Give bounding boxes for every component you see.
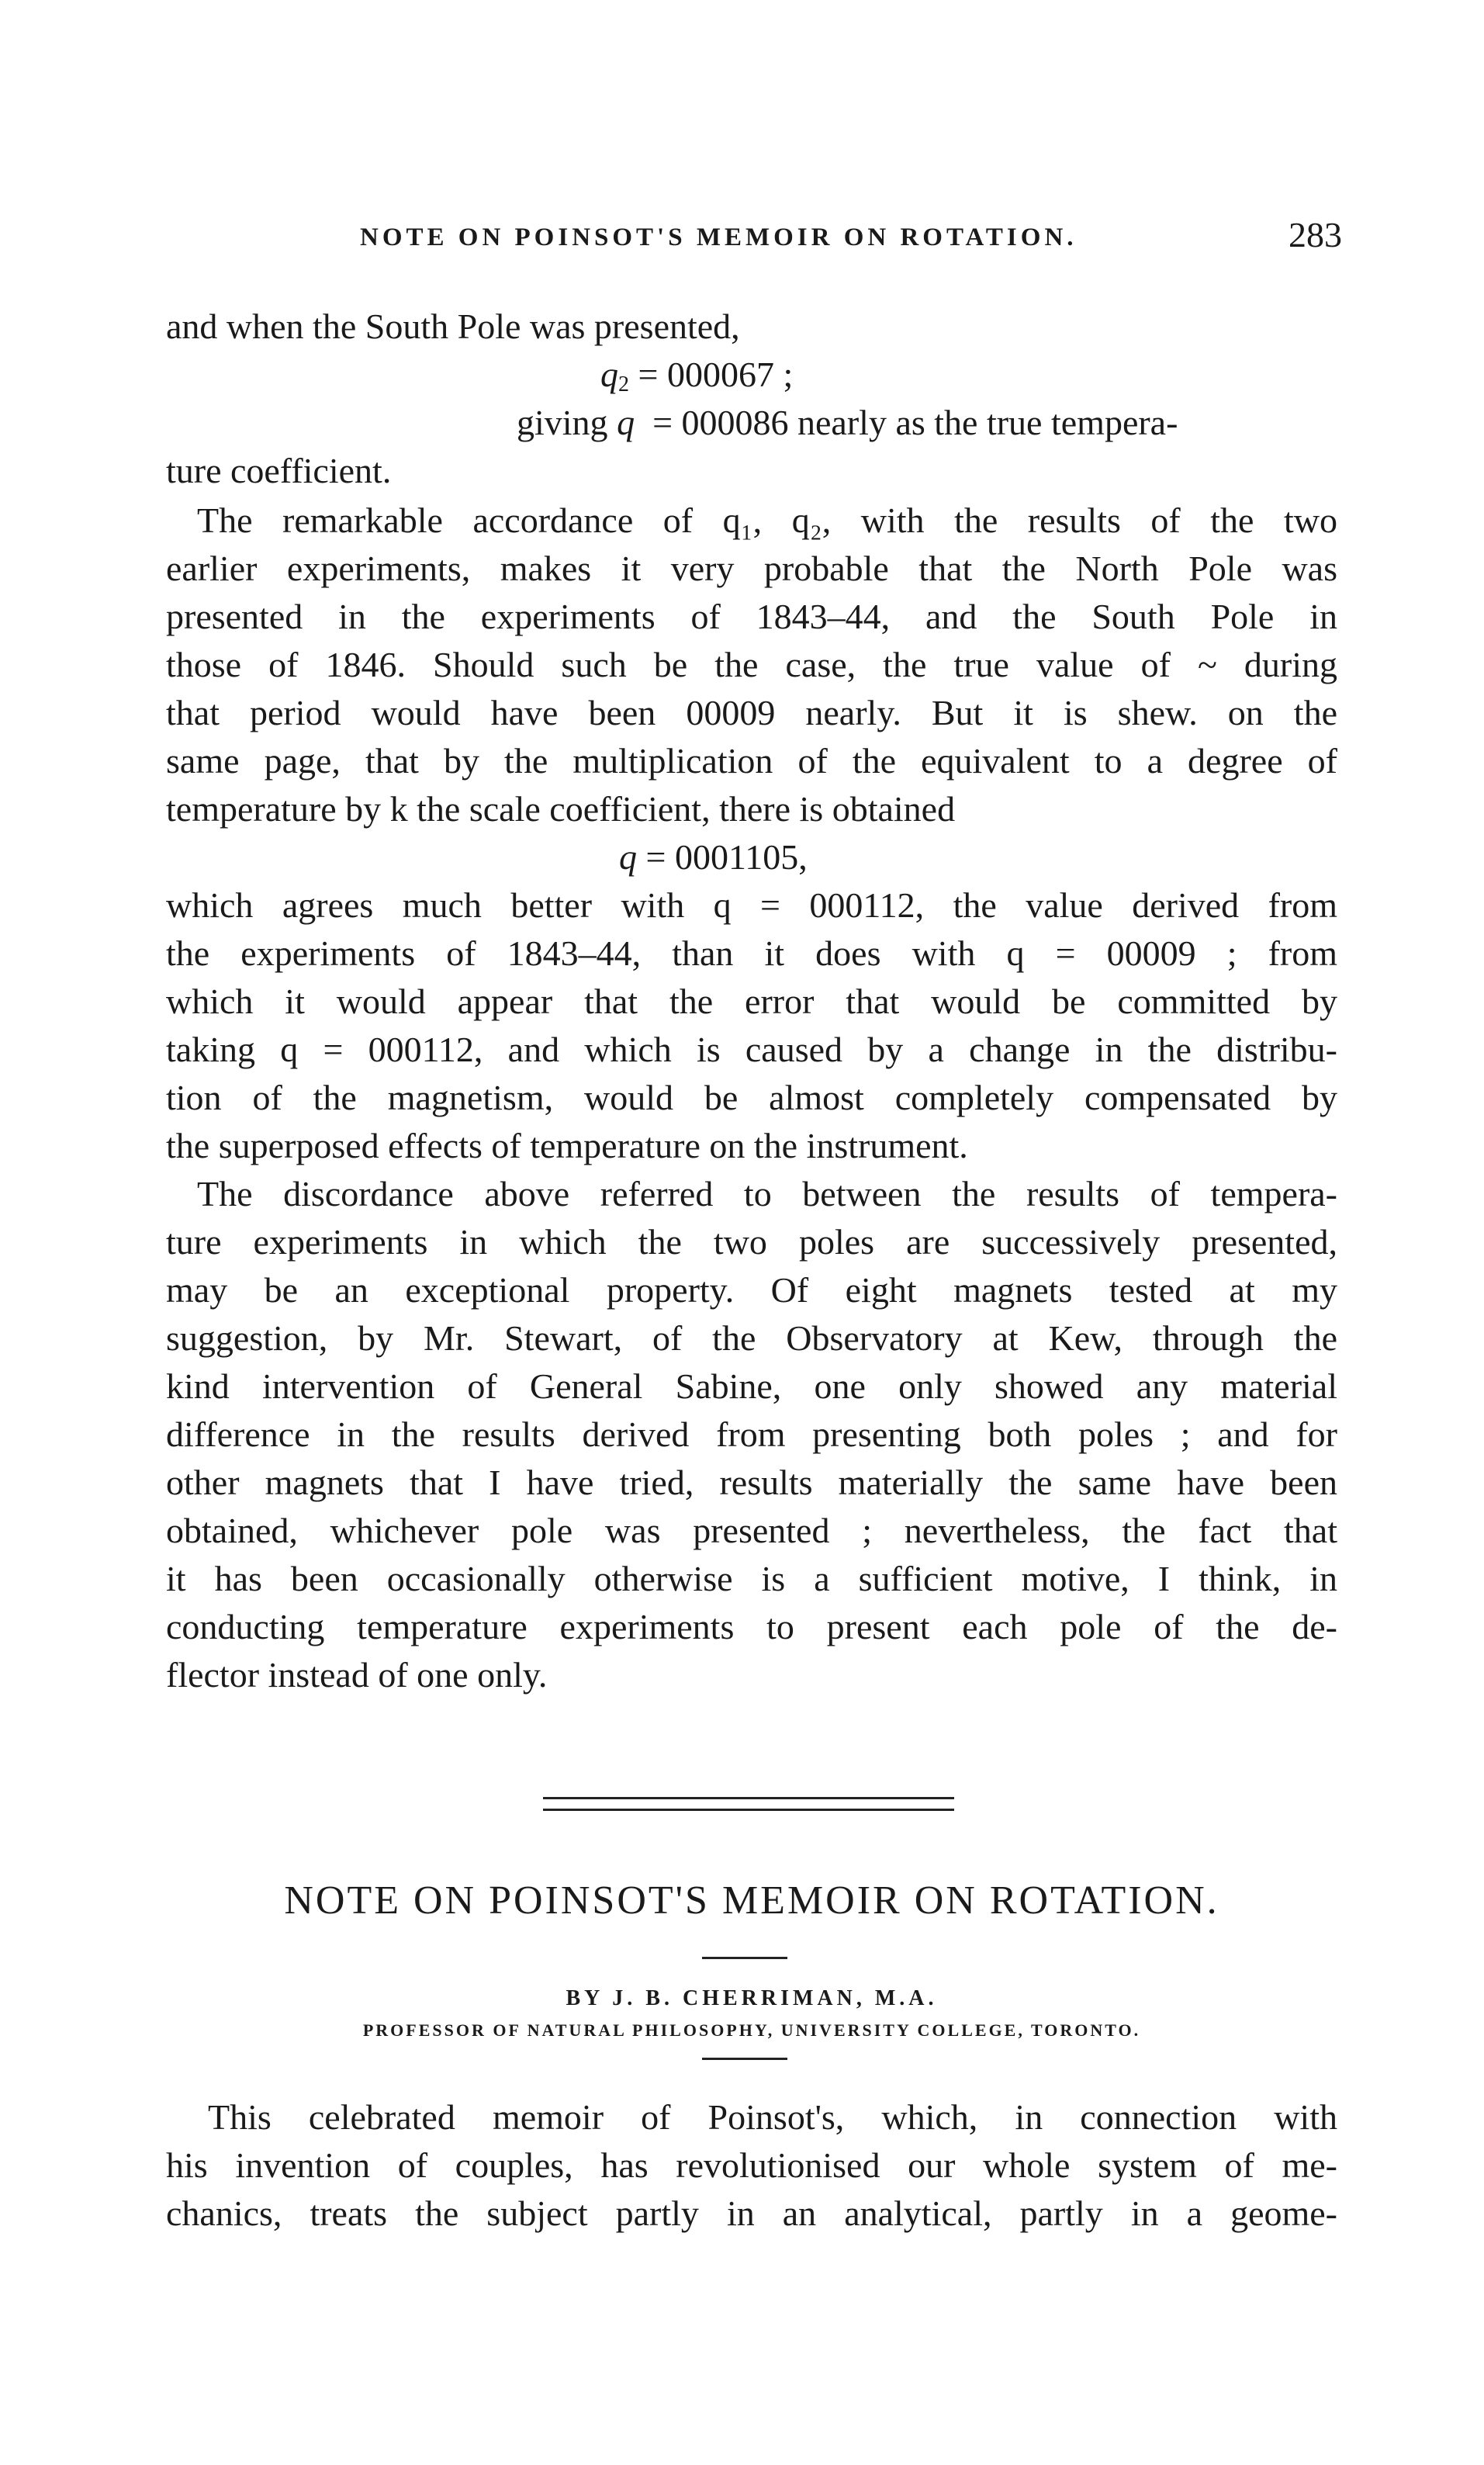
formula-subscript: 2: [618, 372, 629, 396]
formula-symbol: q: [619, 837, 637, 877]
text-line: tion of the magnetism, would be almost completely compensated by: [166, 1078, 1337, 1117]
byline-rule: [702, 2058, 787, 2060]
text-line: it has been occasionally otherwise is a sufficient motive, I think, in: [166, 1559, 1337, 1598]
text-line: suggestion, by Mr. Stewart, of the Observatory at Kew, through the: [166, 1318, 1337, 1358]
section-divider: [543, 1797, 954, 1811]
paragraph-accordance: [166, 497, 1337, 881]
formula-giving-q: [166, 399, 1337, 447]
text-line: This celebrated memoir of Poinsot's, which, in connection with: [208, 2097, 1337, 2137]
formula-expression: = 000067 ;: [629, 355, 794, 394]
paragraph-agreement: [166, 881, 1337, 1170]
text-line: taking q = 000112, and which is caused by a change in the distribu-: [166, 1030, 1337, 1069]
text-line: ture experiments in which the two poles are successively presented,: [166, 1222, 1337, 1262]
text-line: difference in the results derived from presenting both poles ; and for: [166, 1414, 1337, 1454]
text-line: ture coefficient.: [166, 451, 392, 490]
text-line: flector instead of one only.: [166, 1655, 548, 1695]
text-line: The remarkable accordance of q₁, q₂, with the results of the two: [197, 500, 1337, 540]
text-line: earlier experiments, makes it very probable that the North Pole was: [166, 549, 1337, 588]
text-line: his invention of couples, has revolutionised our whole system of me-: [166, 2145, 1337, 2185]
formula-expression: = 0001105,: [637, 837, 808, 877]
text-line: and when the South Pole was presented,: [166, 306, 740, 346]
text-line: may be an exceptional property. Of eight magnets tested at my: [166, 1270, 1337, 1310]
text-line: the experiments of 1843–44, than it does with q = 00009 ; from: [166, 933, 1337, 973]
text-line: those of 1846. Should such be the case, the true value of ~ during: [166, 645, 1337, 684]
text-line: temperature by k the scale coefficient, there is obtained: [166, 789, 956, 829]
text-line: presented in the experiments of 1843–44, and the South Pole in: [166, 597, 1337, 636]
text-line: other magnets that I have tried, results materially the same have been: [166, 1463, 1337, 1502]
title-rule: [702, 1957, 787, 1959]
article-opening-paragraph: [166, 2093, 1337, 2238]
text-line: that period would have been 00009 nearly. But it is shew. on the: [166, 693, 1337, 732]
author-affiliation: PROFESSOR OF NATURAL PHILOSOPHY, UNIVERSITY COLLEGE, TORONTO.: [362, 2020, 1141, 2040]
text-line: which agrees much better with q = 000112, the value derived from: [166, 885, 1337, 925]
author-byline: BY J. B. CHERRIMAN, M.A.: [566, 1986, 938, 2010]
text-line: same page, that by the multiplication of the equivalent to a degree of: [166, 741, 1337, 781]
article-title: NOTE ON POINSOT'S MEMOIR ON ROTATION.: [284, 1878, 1219, 1923]
formula-q2: [166, 351, 1337, 399]
formula-prefix: giving: [517, 403, 617, 442]
formula-symbol: q: [617, 403, 635, 442]
formula-symbol: q: [600, 355, 618, 394]
page-number: 283: [1289, 215, 1342, 254]
continuation-text: [166, 303, 1337, 495]
running-title: NOTE ON POINSOT'S MEMOIR ON ROTATION.: [360, 223, 1078, 251]
formula-q-value: [166, 833, 1337, 881]
formula-expression: = 000086 nearly as the true tempera-: [635, 403, 1178, 442]
text-line: the superposed effects of temperature on the instrument.: [166, 1126, 968, 1165]
text-line: conducting temperature experiments to present each pole of the de-: [166, 1607, 1337, 1646]
text-line: which it would appear that the error that would be committed by: [166, 981, 1337, 1021]
text-line: obtained, whichever pole was presented ; nevertheless, the fact that: [166, 1511, 1337, 1550]
text-line: The discordance above referred to between the results of tempera-: [197, 1174, 1337, 1213]
text-line: kind intervention of General Sabine, one only showed any material: [166, 1366, 1337, 1406]
running-head: [163, 215, 1342, 265]
text-line: chanics, treats the subject partly in an analytical, partly in a geome-: [166, 2193, 1337, 2233]
paragraph-discordance: [166, 1170, 1337, 1699]
